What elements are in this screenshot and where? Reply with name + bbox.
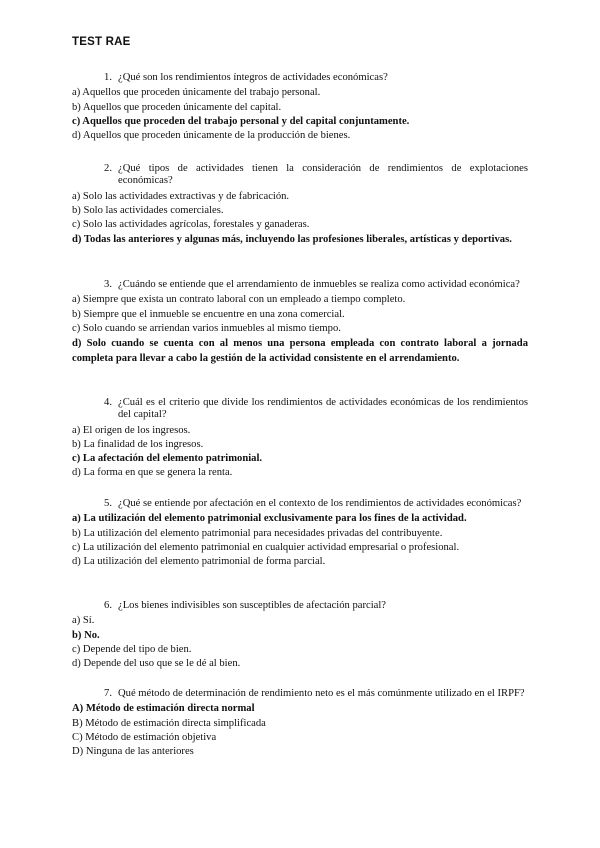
answer-option-b: b) La utilización del elemento patrimonial para necesidades privadas del contribuyente. <box>72 527 443 539</box>
answer-option-a: a) Siempre que exista un contrato laboral con un empleado a tiempo completo. <box>72 294 406 306</box>
question-header <box>72 397 528 422</box>
question-header <box>72 279 528 291</box>
question-2 <box>72 163 528 247</box>
question-number: 5. <box>104 498 112 509</box>
answer-option-d-correct: d) Todas las anteriores y algunas más, incluyendo las profesiones liberales, artísticas y deportivas. <box>72 234 512 246</box>
answer-options <box>72 424 528 481</box>
answer-option-c-correct: c) La afectación del elemento patrimonial. <box>72 453 263 465</box>
answer-option-d: d) La forma en que se genera la renta. <box>72 467 233 479</box>
answer-options <box>72 614 528 671</box>
answer-option-c: c) Solo las actividades agrícolas, forestales y ganaderas. <box>72 219 310 231</box>
answer-options <box>72 293 528 366</box>
answer-option-c: C) Método de estimación objetiva <box>72 731 217 743</box>
answer-options <box>72 86 528 143</box>
question-5 <box>72 498 528 569</box>
answer-option-b: B) Método de estimación directa simplificada <box>72 717 266 729</box>
question-number: 3. <box>104 279 112 290</box>
answer-option-b: b) Solo las actividades comerciales. <box>72 205 224 217</box>
question-number: 2. <box>104 163 112 174</box>
question-number: 6. <box>104 600 112 611</box>
question-7 <box>72 688 528 759</box>
answer-option-b: b) Siempre que el inmueble se encuentre en una zona comercial. <box>72 308 345 320</box>
question-text: ¿Los bienes indivisibles son susceptibles de afectación parcial? <box>118 600 386 611</box>
answer-option-d: D) Ninguna de las anteriores <box>72 746 194 758</box>
answer-option-a-correct: A) Método de estimación directa normal <box>72 703 255 715</box>
question-1 <box>72 72 528 143</box>
document-title: TEST RAE <box>72 36 131 48</box>
answer-option-c: c) Depende del tipo de bien. <box>72 643 192 655</box>
answer-option-a: a) Sí. <box>72 615 95 627</box>
answer-option-c: c) La utilización del elemento patrimonial en cualquier actividad empresarial o profesional. <box>72 541 460 553</box>
answer-option-b-correct: b) No. <box>72 629 100 641</box>
answer-option-d: d) Depende del uso que se le dé al bien. <box>72 658 241 670</box>
question-3 <box>72 279 528 366</box>
question-number: 1. <box>104 72 112 83</box>
answer-option-d: d) Aquellos que proceden únicamente de la producción de bienes. <box>72 130 351 142</box>
answer-option-a: a) Aquellos que proceden únicamente del trabajo personal. <box>72 87 321 99</box>
question-number: 4. <box>104 397 112 408</box>
answer-option-b: b) La finalidad de los ingresos. <box>72 439 204 451</box>
question-header <box>72 600 528 612</box>
answer-option-c-correct: c) Aquellos que proceden del trabajo personal y del capital conjuntamente. <box>72 115 410 127</box>
question-header <box>72 688 528 700</box>
answer-option-a: a) Solo las actividades extractivas y de fabricación. <box>72 190 290 202</box>
question-header <box>72 72 528 84</box>
question-text: ¿Qué son los rendimientos íntegros de actividades económicas? <box>118 72 388 83</box>
answer-option-a-correct: a) La utilización del elemento patrimonial exclusivamente para los fines de la actividad. <box>72 513 467 525</box>
answer-option-c: c) Solo cuando se arriendan varios inmuebles al mismo tiempo. <box>72 322 341 334</box>
answer-option-b: b) Aquellos que proceden únicamente del capital. <box>72 101 282 113</box>
answer-option-d: d) La utilización del elemento patrimonial de forma parcial. <box>72 556 326 568</box>
question-text: ¿Qué tipos de actividades tienen la consideración de rendimientos de explotaciones económicas? <box>118 163 528 187</box>
question-6 <box>72 600 528 671</box>
question-header <box>72 163 528 188</box>
question-text: ¿Cuándo se entiende que el arrendamiento de inmuebles se realiza como actividad económica? <box>118 279 520 290</box>
answer-option-a: a) El origen de los ingresos. <box>72 424 191 436</box>
question-number: 7. <box>104 688 112 699</box>
question-4 <box>72 397 528 481</box>
answer-options <box>72 190 528 248</box>
answer-option-d-correct: d) Solo cuando se cuenta con al menos una persona empleada con contrato laboral a jornada completa para llevar a cabo la gestión de la actividad consistente en el arrendamiento. <box>72 338 528 365</box>
question-text: ¿Qué se entiende por afectación en el contexto de los rendimientos de actividades económicas? <box>118 498 522 509</box>
answer-options <box>72 702 528 759</box>
question-text: Qué método de determinación de rendimiento neto es el más comúnmente utilizado en el IRPF? <box>118 688 525 699</box>
answer-options <box>72 512 528 569</box>
question-text: ¿Cuál es el criterio que divide los rendimientos de actividades económicas de los rendimientos del capital? <box>118 397 528 421</box>
question-header <box>72 498 528 510</box>
